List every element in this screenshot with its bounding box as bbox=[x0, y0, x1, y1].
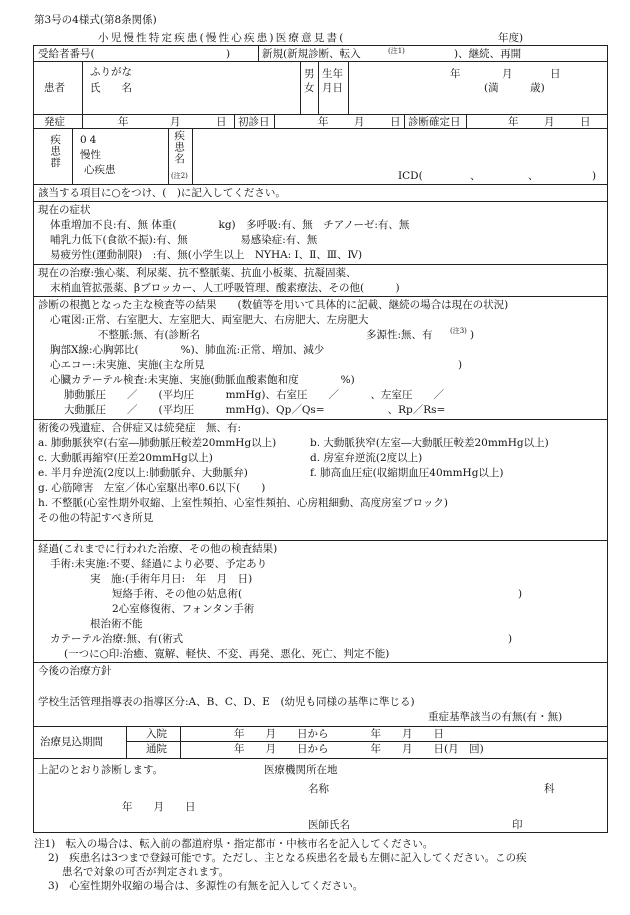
severe-criteria: 重症基準該当の有無(有・無) bbox=[428, 711, 563, 723]
first-visit-label: 初診日 bbox=[238, 116, 270, 128]
instruction: 該当する項目に○をつけ、( )に記入してください。 bbox=[38, 187, 286, 199]
icd-label: ICD( bbox=[398, 170, 423, 182]
postop-title: 術後の残遺症、合併症又は続発症 無、有: bbox=[38, 422, 242, 434]
form-year: 年度) bbox=[498, 32, 524, 44]
course-palliative: 短絡手術、その他の姑息術( bbox=[112, 588, 243, 600]
postop-other: その他の特記すべき所見 bbox=[38, 512, 154, 524]
school-guidance: 学校生活管理指導表の指導区分:A、B、C、D、E (幼児も同様の基準に準じる) bbox=[38, 696, 415, 708]
onset-year: 年 bbox=[118, 116, 129, 128]
course-title: 経過(これまでに行われた治療、その他の検査結果) bbox=[38, 543, 278, 555]
course-result: (一つに○印:治癒、寛解、軽快、不変、再発、悪化、死亡、判定不能) bbox=[64, 648, 390, 660]
diag-date-label: 診断確定日 bbox=[408, 116, 461, 128]
recipient-number-close: ) bbox=[226, 48, 231, 60]
recipient-number-label: 受給者番号( bbox=[38, 48, 95, 60]
period-label: 治療見込期間 bbox=[40, 736, 103, 748]
inpatient-period: 年 月 日から 年 月 日 bbox=[234, 728, 444, 740]
disease-group-label: 疾患群 bbox=[49, 134, 62, 169]
course-cath: カテーテル治療:無、有(術式 bbox=[50, 633, 184, 645]
multifocal: 多源性:無、有 bbox=[366, 329, 433, 341]
new-label: 新規(新規診断、転入 bbox=[262, 48, 361, 60]
postop-d: d. 房室弁逆流(2度以上) bbox=[310, 452, 423, 464]
course-done: 実 施:(手術年月日: 年 月 日) bbox=[90, 573, 253, 585]
disease-code: 04 bbox=[80, 134, 100, 146]
note3-ref: (注3) bbox=[450, 327, 467, 335]
postop-a: a. 肺動脈狭窄(右室―肺動脈圧較差20mmHg以上) bbox=[38, 437, 277, 449]
icd-sep-2: 、 bbox=[528, 170, 539, 182]
disease-group-2: 心疾患 bbox=[84, 164, 116, 176]
doctor-name-label: 医師氏名 bbox=[308, 819, 350, 831]
footnote-2a: 2) 疾患名は3つまで登録可能です。ただし、主となる疾患名を最も左側に記入してください。この疾 bbox=[48, 852, 527, 864]
first-visit-month: 月 bbox=[354, 116, 365, 128]
institution-name-label: 名称 bbox=[308, 783, 329, 795]
outpatient-label: 通院 bbox=[146, 743, 167, 755]
diagnosed-text: 上記のとおり診断します。 bbox=[38, 764, 164, 776]
birth-month: 月 bbox=[502, 68, 513, 80]
age: (満 歳) bbox=[484, 82, 545, 94]
onset-day: 日 bbox=[216, 116, 227, 128]
pa-pressure-line: 肺動脈圧 ／ (平均圧 mmHg)、右室圧 ／ 、左室圧 ／ bbox=[64, 389, 444, 401]
course-surgery: 手術:未実施:不要、経過により必要、予定あり bbox=[50, 558, 268, 570]
cath-exam-line: 心臓カテーテル検査:未実施、実施(動脈血酸素飽和度 %) bbox=[50, 374, 355, 386]
postop-e: e. 半月弁逆流(2度以上:肺動脈弁、大動脈弁) bbox=[38, 467, 248, 479]
echo-line: 心エコー:未実施、実施(主な所見 bbox=[50, 359, 205, 371]
echo-close: ) bbox=[458, 359, 463, 371]
xray-line: 胸部X線:心胸郭比( %)、肺血流:正常、増加、減少 bbox=[50, 344, 325, 356]
note1-ref: (注1) bbox=[388, 47, 405, 55]
onset-month: 月 bbox=[170, 116, 181, 128]
treatment-line1: 現在の治療:強心薬、利尿薬、抗不整脈薬、抗血小板薬、抗凝固薬、 bbox=[38, 267, 357, 279]
footnote-2b: 患名で対象の可否が判定されます。 bbox=[62, 866, 230, 878]
treatment-line2: 末梢血管拡張薬、βブロッカー、人工呼吸管理、酸素療法、その他( ) bbox=[50, 282, 400, 294]
course-radical: 根治術不能 bbox=[90, 618, 143, 630]
birth-label-1: 生年 bbox=[322, 68, 343, 80]
sex-female: 女 bbox=[304, 82, 315, 94]
continue-label: )、継続、再開 bbox=[454, 48, 522, 60]
footnote-1: 注1) 転入の場合は、転入前の都道府県・指定都市・中核市名を記入してください。 bbox=[34, 838, 434, 850]
first-visit-year: 年 bbox=[318, 116, 329, 128]
department-label: 科 bbox=[544, 783, 555, 795]
policy-title: 今後の治療方針 bbox=[38, 665, 112, 677]
exams-title: 診断の根拠となった主な検査等の結果 (数値等を用いて具体的に記載、継続の場合は現在の状況) bbox=[38, 299, 509, 311]
postop-h: h. 不整脈(心室性期外収縮、上室性頻拍、心室性頻拍、心房粗細動、高度房室ブロック) bbox=[38, 497, 448, 509]
outpatient-period: 年 月 日から 年 月 日(月 回) bbox=[234, 743, 484, 755]
footnote-3: 3) 心室性期外収縮の場合は、多源性の有無を記入してください。 bbox=[48, 880, 364, 892]
sign-date: 年 月 日 bbox=[122, 801, 196, 813]
institution-address-label: 医療機関所在地 bbox=[264, 764, 338, 776]
symptoms-title: 現在の症状 bbox=[38, 204, 91, 216]
course-palliative-close: ) bbox=[518, 588, 523, 600]
birth-label-2: 月日 bbox=[322, 82, 343, 94]
symptoms-line3: 易疲労性(運動制限) :有、無(小学生以上 NYHA: Ⅰ、Ⅱ、Ⅲ、Ⅳ) bbox=[50, 249, 363, 261]
diag-year: 年 bbox=[508, 116, 519, 128]
disease-name-label: 疾患名 bbox=[173, 130, 186, 165]
ecg-line2: 不整脈:無、有(診断名 bbox=[98, 329, 201, 341]
note2-ref: (注2) bbox=[171, 172, 188, 180]
disease-group-1: 慢性 bbox=[80, 149, 101, 161]
furigana-label: ふりがな bbox=[90, 66, 132, 78]
symptoms-line1: 体重増加不良:有、無 体重( kg) 多呼吸:有、無 チアノーゼ:有、無 bbox=[50, 219, 410, 231]
form-title: 小児慢性特定疾患(慢性心疾患)医療意見書( bbox=[98, 32, 346, 44]
form-number: 第3号の4様式(第8条関係) bbox=[34, 14, 157, 26]
postop-b: b. 大動脈狭窄(左室―大動脈圧較差20mmHg以上) bbox=[310, 437, 549, 449]
birth-year: 年 bbox=[450, 68, 461, 80]
inpatient-label: 入院 bbox=[146, 728, 167, 740]
sex-male: 男 bbox=[304, 68, 315, 80]
ecg-close: ) bbox=[470, 329, 475, 341]
course-biventricular: 2心室修復術、フォンタン手術 bbox=[112, 603, 255, 615]
first-visit-day: 日 bbox=[390, 116, 401, 128]
diag-day: 日 bbox=[580, 116, 591, 128]
seal-label: 印 bbox=[512, 819, 523, 831]
birth-day: 日 bbox=[550, 68, 561, 80]
icd-close: ) bbox=[592, 170, 597, 182]
patient-label: 患者 bbox=[44, 82, 65, 94]
postop-c: c. 大動脈再縮窄(圧差20mmHg以上) bbox=[38, 452, 213, 464]
postop-g: g. 心筋障害 左室／体心室駆出率0.6以下( ) bbox=[38, 482, 266, 494]
ecg-line1: 心電図:正常、右室肥大、左室肥大、両室肥大、右房肥大、左房肥大 bbox=[50, 314, 369, 326]
symptoms-line2: 哺乳力低下(食欲不振):有、無 易感染症:有、無 bbox=[50, 234, 318, 246]
onset-label: 発症 bbox=[44, 116, 65, 128]
diag-month: 月 bbox=[544, 116, 555, 128]
name-label: 氏 名 bbox=[90, 82, 132, 94]
ao-pressure-line: 大動脈圧 ／ (平均圧 mmHg)、Qp／Qs= 、Rp／Rs= bbox=[64, 404, 446, 416]
icd-sep-1: 、 bbox=[470, 170, 481, 182]
postop-f: f. 肺高血圧症(収縮期血圧40mmHg以上) bbox=[310, 467, 504, 479]
course-cath-close: ) bbox=[508, 633, 513, 645]
